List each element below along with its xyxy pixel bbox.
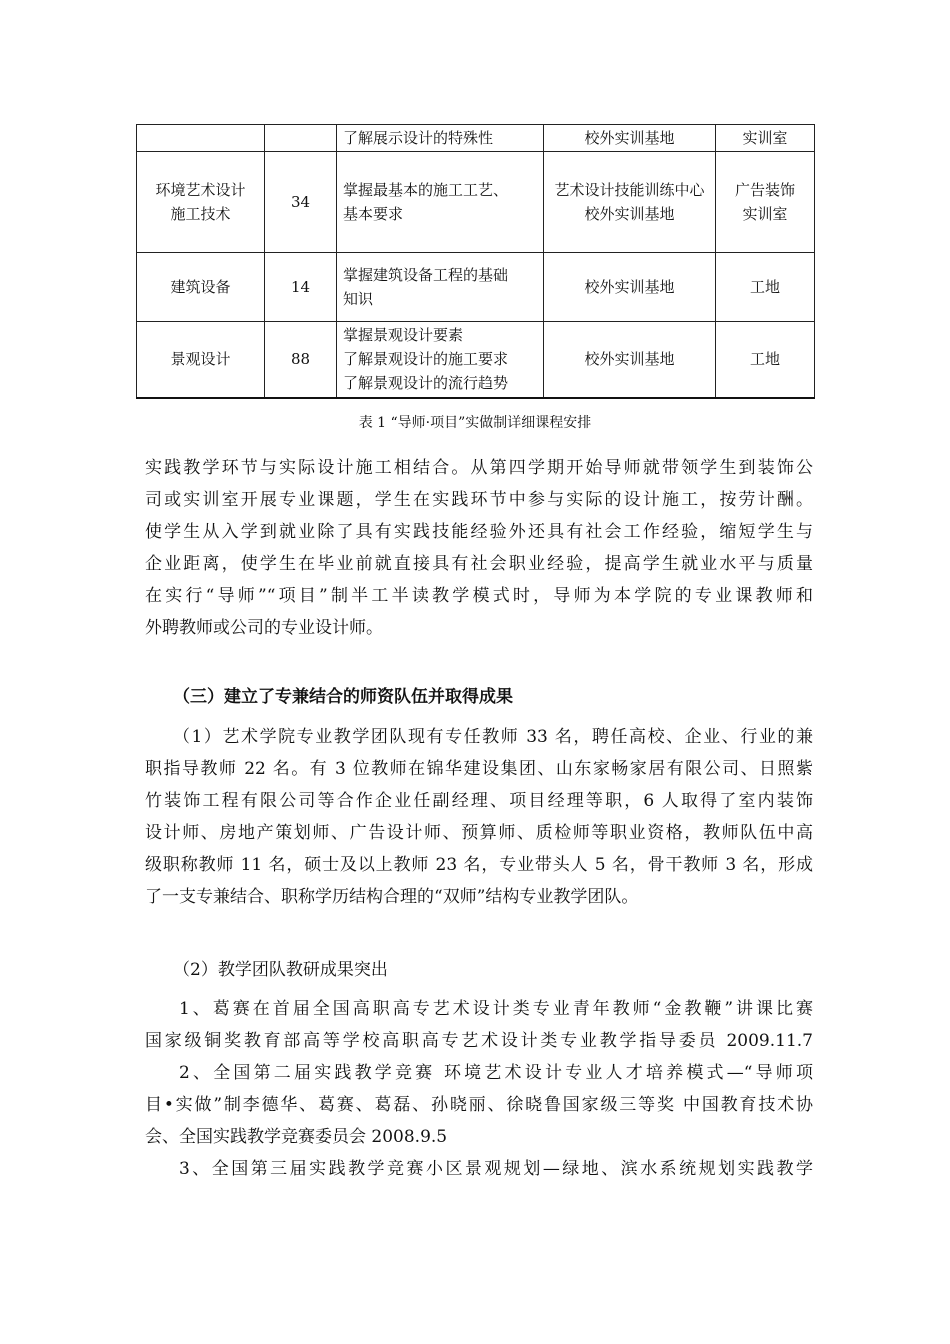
requirement-text: 基本要求 xyxy=(343,205,404,223)
location-text: 校外实训基地 xyxy=(584,205,675,223)
text-line: 国家级铜奖教育部高等学校高职高专艺术设计类专业教学指导委员 2009.11.7 xyxy=(145,1031,813,1051)
hours-cell xyxy=(265,125,337,152)
course-name-text: 环境艺术设计 xyxy=(155,181,246,199)
room-cell xyxy=(716,125,815,152)
text-line: 企业距离，使学生在毕业前就直接具有社会职业经验，提高学生就业水平与质量 xyxy=(145,554,813,574)
text-line: 司或实训室开展专业课题，学生在实践环节中参与实际的设计施工，按劳计酬。 xyxy=(145,490,813,510)
requirement-text: 掌握最基本的施工工艺、 xyxy=(343,181,509,199)
faculty-paragraph xyxy=(145,721,813,913)
requirements-cell xyxy=(337,125,544,152)
room-cell xyxy=(716,322,815,398)
room-text: 实训室 xyxy=(742,129,788,147)
table-row xyxy=(137,152,815,253)
location-cell xyxy=(544,253,716,322)
text-line: 使学生从入学到就业除了具有实践技能经验外还具有社会工作经验，缩短学生与 xyxy=(145,522,813,542)
requirements-cell xyxy=(337,253,544,322)
hours-text: 14 xyxy=(290,278,311,296)
text-line: 竹装饰工程有限公司等合作企业任副经理、项目经理等职，6 人取得了室内装饰 xyxy=(145,791,813,811)
room-text: 广告装饰 xyxy=(734,181,795,199)
table-row xyxy=(137,322,815,398)
text-line: 2、全国第二届实践教学竞赛 环境艺术设计专业人才培养模式—“导师项 xyxy=(179,1063,813,1083)
location-cell xyxy=(544,125,716,152)
achievements-paragraph xyxy=(145,993,813,1185)
requirement-text: 了解展示设计的特殊性 xyxy=(343,129,494,147)
room-text: 工地 xyxy=(749,278,780,296)
text-line: 外聘教师或公司的专业设计师。 xyxy=(145,618,383,638)
requirement-text: 掌握建筑设备工程的基础 xyxy=(343,266,509,284)
requirement-text: 了解景观设计的流行趋势 xyxy=(343,374,509,393)
requirements-cell xyxy=(337,152,544,253)
text-line: 3、全国第三届实践教学竞赛小区景观规划—绿地、滨水系统规划实践教学 xyxy=(179,1159,813,1179)
table-row xyxy=(137,253,815,322)
location-text: 校外实训基地 xyxy=(584,278,675,296)
course-name-text: 景观设计 xyxy=(170,350,231,369)
text-line: 在实行“导师”“项目”制半工半读教学模式时，导师为本学院的专业课教师和 xyxy=(145,586,813,606)
section-heading: （三）建立了专兼结合的师资队伍并取得成果 xyxy=(173,687,513,707)
intro-paragraph xyxy=(145,452,813,644)
requirements-cell xyxy=(337,322,544,398)
hours-cell xyxy=(265,152,337,253)
hours-cell xyxy=(265,253,337,322)
requirement-text: 掌握景观设计要素 xyxy=(343,326,464,345)
location-cell xyxy=(544,322,716,398)
hours-cell xyxy=(265,322,337,398)
course-name-text: 施工技术 xyxy=(170,205,231,223)
location-text: 校外实训基地 xyxy=(584,129,675,147)
text-line: 职指导教师 22 名。有 3 位教师在锦华建设集团、山东家畅家居有限公司、日照紫 xyxy=(145,759,813,779)
table-row xyxy=(137,125,815,152)
text-line: 了一支专兼结合、职称学历结构合理的“双师”结构专业教学团队。 xyxy=(145,887,639,907)
course-name-cell xyxy=(137,125,265,152)
course-schedule-table xyxy=(136,124,815,399)
location-text: 校外实训基地 xyxy=(584,350,675,369)
hours-text: 34 xyxy=(290,193,311,211)
course-name-cell xyxy=(137,253,265,322)
sub-heading: （2）教学团队教研成果突出 xyxy=(173,960,388,980)
location-text: 艺术设计技能训练中心 xyxy=(554,181,705,199)
text-line: 目•实做”制李德华、葛赛、葛磊、孙晓丽、徐晓鲁国家级三等奖 中国教育技术协 xyxy=(145,1095,813,1115)
location-cell xyxy=(544,152,716,253)
course-name-cell xyxy=(137,152,265,253)
requirement-text: 了解景观设计的施工要求 xyxy=(343,350,509,369)
requirement-text: 知识 xyxy=(343,290,374,308)
text-line: 实践教学环节与实际设计施工相结合。从第四学期开始导师就带领学生到装饰公 xyxy=(145,458,813,478)
text-line: 会、全国实践教学竞赛委员会 2008.9.5 xyxy=(145,1127,448,1147)
room-text: 实训室 xyxy=(742,205,788,223)
text-line: 级职称教师 11 名，硕士及以上教师 23 名，专业带头人 5 名，骨干教师 3 名，形成 xyxy=(145,855,813,875)
hours-text: 88 xyxy=(290,350,311,369)
text-line: （1）艺术学院专业教学团队现有专任教师 33 名，聘任高校、企业、行业的兼 xyxy=(173,727,813,747)
room-cell xyxy=(716,152,815,253)
course-name-cell xyxy=(137,322,265,398)
text-line: 设计师、房地产策划师、广告设计师、预算师、质检师等职业资格，教师队伍中高 xyxy=(145,823,813,843)
room-cell xyxy=(716,253,815,322)
table-caption: 表 1 “导师·项目”实做制详细课程安排 xyxy=(358,415,592,431)
room-text: 工地 xyxy=(749,350,780,369)
course-name-text: 建筑设备 xyxy=(170,278,231,296)
text-line: 1、葛赛在首届全国高职高专艺术设计类专业青年教师“金教鞭”讲课比赛 xyxy=(179,999,813,1019)
